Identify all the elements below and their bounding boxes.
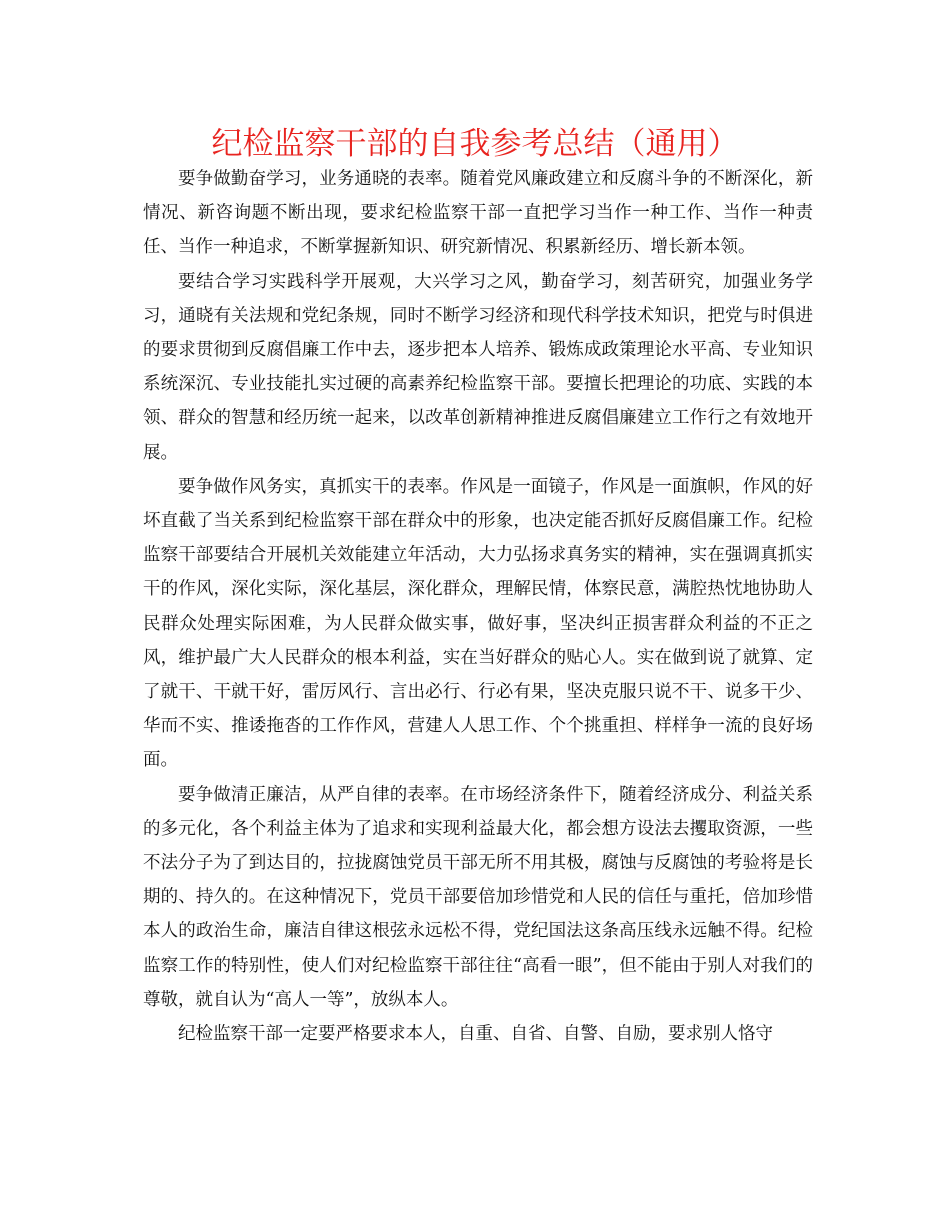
paragraph-work-style: 要争做作风务实，真抓实干的表率。作风是一面镜子，作风是一面旗帜，作风的好坏直截了当关系到纪检监察干部在群众中的形象，也决定能否抓好反腐倡廉工作。纪检监察干部要结合开展机关效能建立年活动，大力弘扬求真务实的精神，实在强调真抓实干的作风，深化实际，深化基层，深化群众，理解民情，体察民意，满腔热忱地协助人民群众处理实际困难，为人民群众做实事，做好事，坚决纠正损害群众利益的不正之风，维护最广大人民群众的根本利益，实在当好群众的贴心人。实在做到说了就算、定了就干、干就干好，雷厉风行、言出必行、行必有果，坚决克服只说不干、说多干少、华而不实、推诿拖沓的工作作风，营建人人思工作、个个挑重担、样样争一流的良好场面。 [143,476,813,771]
document-title: 纪检监察干部的自我参考总结（通用） [211,126,739,162]
paragraph-study: 要争做勤奋学习，业务通晓的表率。随着党风廉政建立和反腐斗争的不断深化，新情况、新咨询题不断出现，要求纪检监察干部一直把学习当作一种工作、当作一种责任、当作一种追求，不断掌握新知识、研究新情况、积累新经历、增长新本领。 [143,169,813,258]
paragraph-self-discipline: 纪检监察干部一定要严格要求本人，自重、自省、自警、自励，要求别人恪守 [178,1024,773,1045]
paragraph-practice: 要结合学习实践科学开展观，大兴学习之风，勤奋学习，刻苦研究，加强业务学习，通晓有关法规和党纪条规，同时不断学习经济和现代科学技术知识，把党与时俱进的要求贯彻到反腐倡廉工作中去，逐步把本人培养、锻炼成政策理论水平高、专业知识系统深沉、专业技能扎实过硬的高素养纪检监察干部。要擅长把理论的功底、实践的本领、群众的智慧和经历统一起来，以改革创新精神推进反腐倡廉建立工作行之有效地开展。 [143,271,813,463]
document-body [143,162,813,1051]
paragraph-integrity: 要争做清正廉洁，从严自律的表率。在市场经济条件下，随着经济成分、利益关系的多元化，各个利益主体为了追求和实现利益最大化，都会想方设法去攫取资源，一些不法分子为了到达目的，拉拢腐蚀党员干部无所不用其极，腐蚀与反腐蚀的考验将是长期的、持久的。在这种情况下，党员干部要倍加珍惜党和人民的信任与重托，倍加珍惜本人的政治生命，廉洁自律这根弦永远松不得，党纪国法这条高压线永远触不得。纪检监察工作的特别性，使人们对纪检监察干部往往“高看一眼”，但不能由于别人对我们的尊敬，就自认为“高人一等”，放纵本人。 [143,784,813,1010]
